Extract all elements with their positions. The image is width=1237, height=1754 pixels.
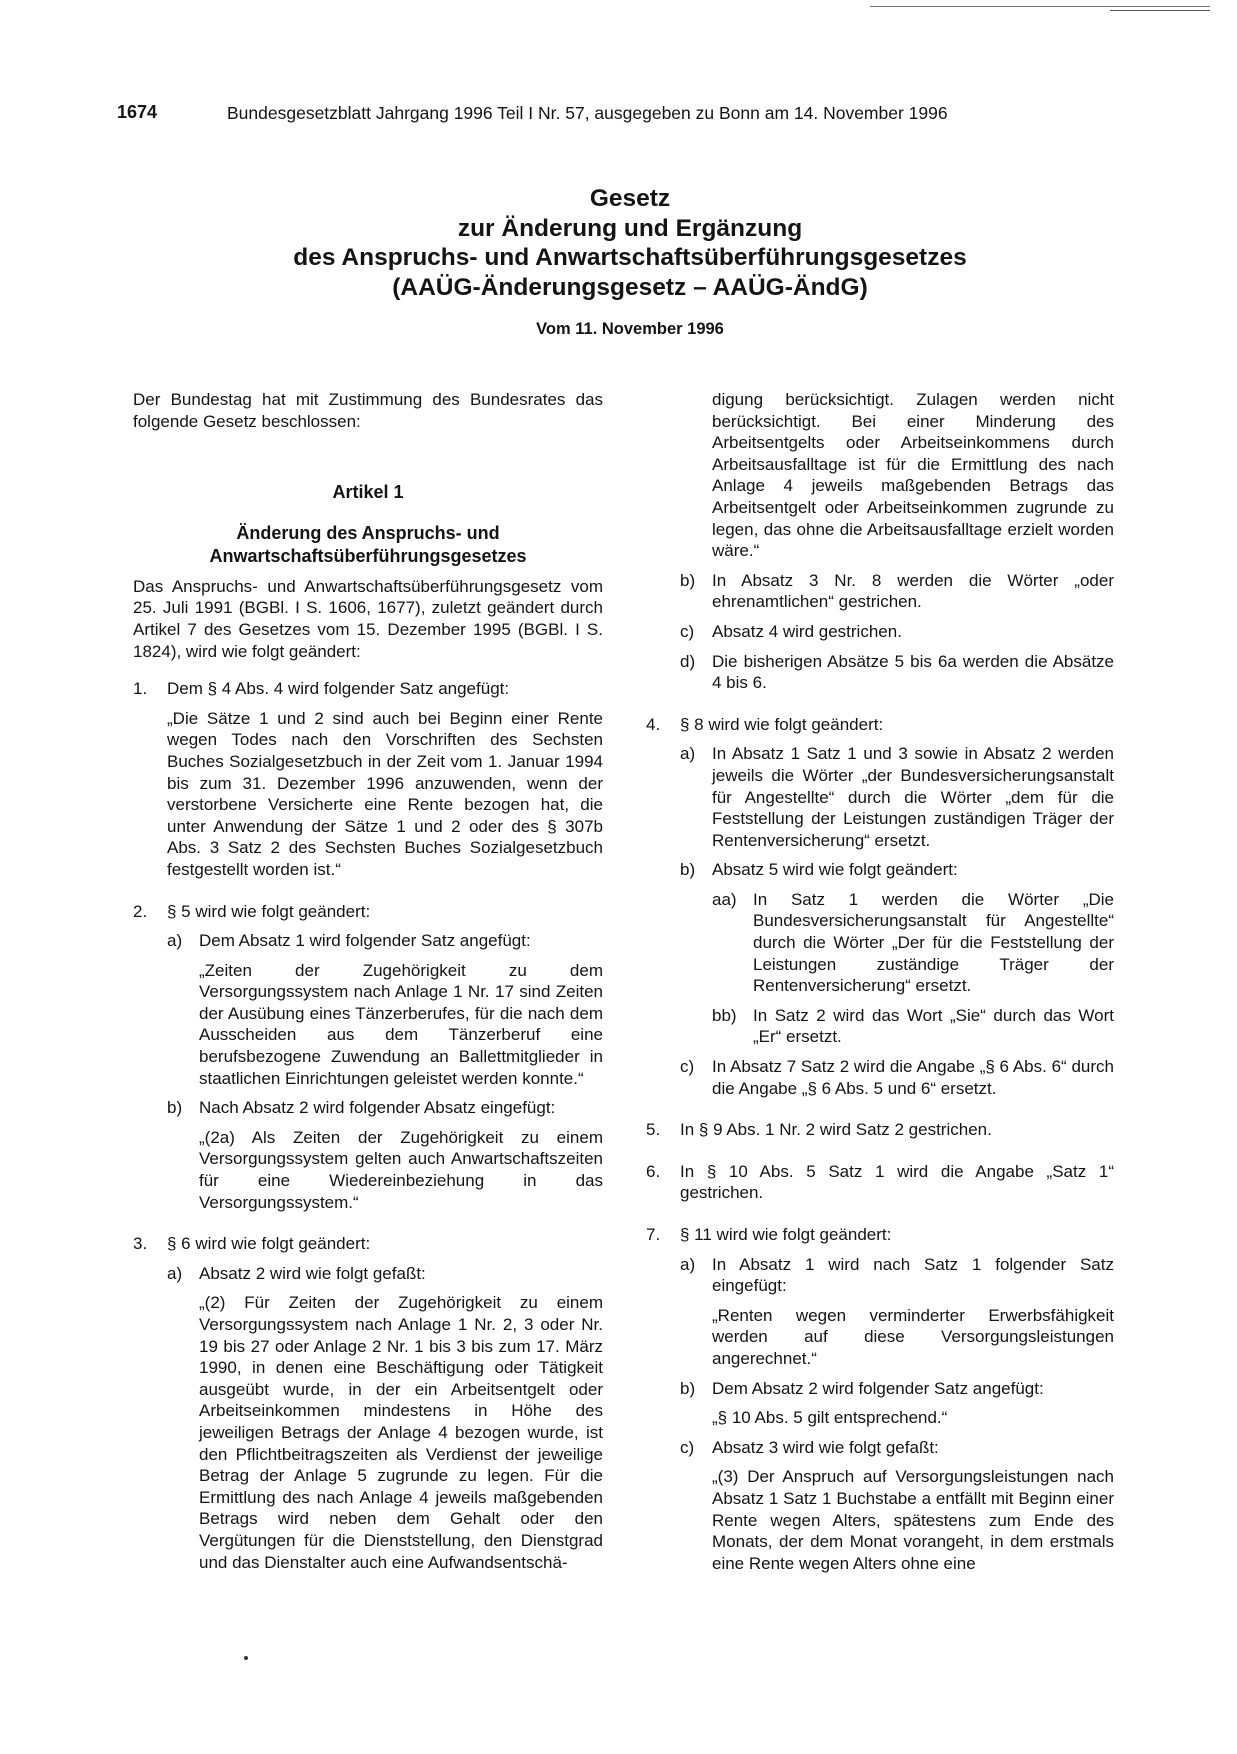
sub-item [680, 1254, 1114, 1370]
title-line: Gesetz [589, 185, 671, 212]
item-text: § 5 wird wie folgt geändert: [167, 901, 371, 921]
sub-item-text: Dem Absatz 1 wird folgender Satz angefügt: [199, 931, 531, 951]
sub-item-letter: a) [680, 1254, 696, 1274]
amendment-item [133, 901, 603, 1214]
sub-sub-item-text: In Satz 2 wird das Wort „Sie“ durch das Wort „Er“ ersetzt. [753, 1005, 1114, 1047]
sub-item [167, 1097, 603, 1213]
sub-item-letter: c) [680, 1437, 695, 1457]
sub-item-letter: b) [680, 1378, 696, 1398]
quoted-text: „(2) Für Zeiten der Zugehörigkeit zu einem Versorgungssystem nach Anlage 1 Nr. 2, 3 oder Nr. 19 bis 27 oder Anlage 2 Nr. 1 bis 3 bis zum 17. März 1990, in denen eine Beschäftigung oder Tätigkeit ausgeübt wurde, in der ein Arbeitsentgelt oder Arbeitseinkommen mindestens in Höhe des jeweiligen Betrags der Anlage 4 bezogen wurde, ist den Pflichtbeitragszeiten als Verdienst der jeweilige Betrag der Anlage 5 zugrunde zu legen. Für die Ermittlung des nach Anlage 4 jeweils maßgebenden Betrags wird neben dem Gehalt oder den Vergütungen für die Dienststellung, den Dienstgrad und das Dienstalter auch eine Aufwandsentschä- [199, 1293, 603, 1572]
scan-speck [244, 1656, 248, 1660]
sub-item [680, 1437, 1114, 1575]
item-number: 5. [646, 1120, 661, 1140]
quoted-text: digung berücksichtigt. Zulagen werden nicht berücksichtigt. Bei einer Minderung des Arbeitsentgelts oder Arbeitseinkommens durch Arbeitsausfalltage ist für die Ermittlung des nach Anlage 4 jeweils maßgebenden Betrags das Arbeitsentgelt oder Arbeitseinkommen zugrunde zu legen, das ohne die Arbeitsausfalltage erzielt worden wäre.“ [712, 390, 1114, 561]
sub-item [167, 930, 603, 1089]
sub-item-letter: d) [680, 651, 696, 671]
sub-item [680, 621, 1114, 643]
sub-item-text: Absatz 2 wird wie folgt gefaßt: [199, 1263, 426, 1283]
quoted-text: „(2a) Als Zeiten der Zugehörigkeit zu einem Versorgungssystem gelten auch Anwartschaftszeiten für eine Wiedereinbeziehung in das Versorgungssystem.“ [199, 1127, 603, 1212]
sub-item-text: In Absatz 1 Satz 1 und 3 sowie in Absatz 2 werden jeweils die Wörter „der Bundesversicherungsanstalt für Angestellte“ durch die Wörter „dem für die Feststellung der Leistungen zuständigen Träger der Rentenversicherung“ ersetzt. [712, 744, 1114, 850]
amendment-item [646, 1224, 1114, 1574]
sub-item-letter: c) [680, 621, 695, 641]
sub-item [680, 859, 1114, 1048]
item-text: § 8 wird wie folgt geändert: [680, 714, 884, 734]
sub-item-text: In Absatz 7 Satz 2 wird die Angabe „§ 6 Abs. 6“ durch die Angabe „§ 6 Abs. 5 und 6“ ersetzt. [712, 1057, 1114, 1098]
sub-sub-item [712, 889, 1114, 997]
right-column [646, 389, 1114, 1574]
continued-quote-block [646, 389, 1114, 562]
amendment-item [133, 1233, 603, 1573]
amendment-item [646, 714, 1114, 1100]
page-number: 1674 [117, 102, 158, 122]
title-line: (AAÜG-Änderungsgesetz – AAÜG-ÄndG) [392, 273, 868, 301]
sub-sub-item-label: aa) [712, 889, 737, 909]
quoted-text: „(3) Der Anspruch auf Versorgungsleistungen nach Absatz 1 Satz 1 Buchstabe a entfällt mit Beginn einer Rente wegen Alters, spätestens zum Ende des Monats, der dem Monat vorangeht, in dem erstmals eine Rente wegen Alters ohne eine [712, 1467, 1114, 1573]
sub-item [680, 743, 1114, 851]
quoted-text: „Renten wegen verminderter Erwerbsfähigkeit werden auf diese Versorgungsleistungen angerechnet.“ [712, 1305, 1114, 1368]
title-line: des Anspruchs- und Anwartschaftsüberführungsgesetzes [293, 244, 967, 271]
sub-item-letter: a) [167, 1263, 183, 1283]
sub-sub-item [712, 1005, 1114, 1048]
title-line: zur Änderung und Ergänzung [457, 214, 803, 242]
sub-item [680, 570, 1114, 613]
item-text: § 11 wird wie folgt geändert: [680, 1225, 892, 1244]
sub-item-text: Absatz 3 wird wie folgt gefaßt: [712, 1437, 939, 1457]
sub-item-letter: c) [680, 1057, 695, 1077]
enactment-intro: Der Bundestag hat mit Zustimmung des Bundesrates das folgende Gesetz beschlossen: [133, 390, 603, 431]
sub-item-text: Dem Absatz 2 wird folgender Satz angefügt: [712, 1378, 1044, 1398]
left-column [133, 389, 603, 1573]
item-number: 7. [646, 1225, 661, 1244]
sub-item-text: Absatz 5 wird wie folgt geändert: [712, 860, 958, 880]
publication-line: Bundesgesetzblatt Jahrgang 1996 Teil I Nr. 57, ausgegeben zu Bonn am 14. November 1996 [227, 103, 948, 123]
sub-item-letter: b) [680, 860, 696, 880]
item-number: 1. [133, 679, 148, 699]
amendment-item [646, 1161, 1114, 1204]
sub-item-letter: b) [680, 570, 696, 590]
item-text: In § 10 Abs. 5 Satz 1 wird die Angabe „Satz 1“ gestrichen. [680, 1161, 1114, 1203]
item-number: 3. [133, 1234, 148, 1254]
sub-sub-item-label: bb) [712, 1005, 737, 1025]
law-title [200, 184, 1060, 302]
sub-item-text: In Absatz 1 wird nach Satz 1 folgender Satz eingefügt: [712, 1254, 1114, 1296]
item-text: § 6 wird wie folgt geändert: [167, 1234, 371, 1254]
sub-item-text: Die bisherigen Absätze 5 bis 6a werden die Absätze 4 bis 6. [712, 651, 1114, 693]
sub-item-text: Absatz 4 wird gestrichen. [712, 621, 902, 641]
article-intro: Das Anspruchs- und Anwartschaftsüberführungsgesetz vom 25. Juli 1991 (BGBl. I S. 1606, 1677), zuletzt geändert durch Artikel 7 des Gesetzes vom 15. Dezember 1995 (BGBl. I S. 1824), wird wie folgt geändert: [133, 576, 603, 661]
item-number: 4. [646, 714, 661, 734]
item-text: Dem § 4 Abs. 4 wird folgender Satz angefügt: [167, 679, 510, 699]
law-date: Vom 11. November 1996 [536, 320, 724, 338]
amendment-item [646, 1119, 1114, 1141]
item-number: 6. [646, 1161, 661, 1181]
scan-edge-line [870, 6, 1210, 7]
article-title [133, 522, 603, 568]
sub-item-letter: a) [680, 744, 696, 764]
item-number: 2. [133, 901, 148, 921]
sub-item-letter: a) [167, 931, 183, 951]
sub-item [680, 651, 1114, 694]
sub-item [680, 1056, 1114, 1099]
sub-item-text: Nach Absatz 2 wird folgender Absatz eingefügt: [199, 1098, 556, 1118]
quoted-text: „Die Sätze 1 und 2 sind auch bei Beginn einer Rente wegen Todes nach den Vorschriften des Sechsten Buches Sozialgesetzbuch in der Zeit vom 1. Januar 1994 bis zum 31. Dezember 1996 anzuwenden, wenn der verstorbene Versicherte eine Rente bezogen hat, die unter Anwendung der Sätze 1 und 2 oder des § 307b Abs. 3 Satz 2 des Sechsten Buches Sozialgesetzbuch festgestellt worden ist.“ [167, 708, 603, 879]
article-title-line: Anwartschaftsüberführungsgesetzes [209, 545, 527, 566]
amendment-item [133, 678, 603, 880]
quoted-text: „§ 10 Abs. 5 gilt entsprechend.“ [712, 1408, 948, 1428]
sub-item-text: In Absatz 3 Nr. 8 werden die Wörter „oder ehrenamtlichen“ gestrichen. [712, 570, 1114, 612]
sub-item [167, 1263, 603, 1573]
sub-item-letter: b) [167, 1098, 183, 1118]
sub-item [680, 1378, 1114, 1429]
page-header [117, 102, 948, 123]
item-text: In § 9 Abs. 1 Nr. 2 wird Satz 2 gestrichen. [680, 1120, 992, 1140]
article-title-line: Änderung des Anspruchs- und [236, 522, 500, 543]
article-heading: Artikel 1 [332, 482, 404, 503]
scan-edge-line [1110, 10, 1210, 11]
quoted-text: „Zeiten der Zugehörigkeit zu dem Versorgungssystem nach Anlage 1 Nr. 17 sind Zeiten der Ausübung eines Tänzerberufes, für die nach dem Ausscheiden aus dem Tänzerberuf eine berufsbezogene Zuwendung an Ballettmitglieder in staatlichen Einrichtungen geleistet werden konnte.“ [199, 960, 603, 1088]
sub-sub-item-text: In Satz 1 werden die Wörter „Die Bundesversicherungsanstalt für Angestellte“ durch die Wörter „Der für die Feststellung der Leistungen zuständige Träger der Rentenversicherung“ ersetzt. [753, 889, 1114, 996]
